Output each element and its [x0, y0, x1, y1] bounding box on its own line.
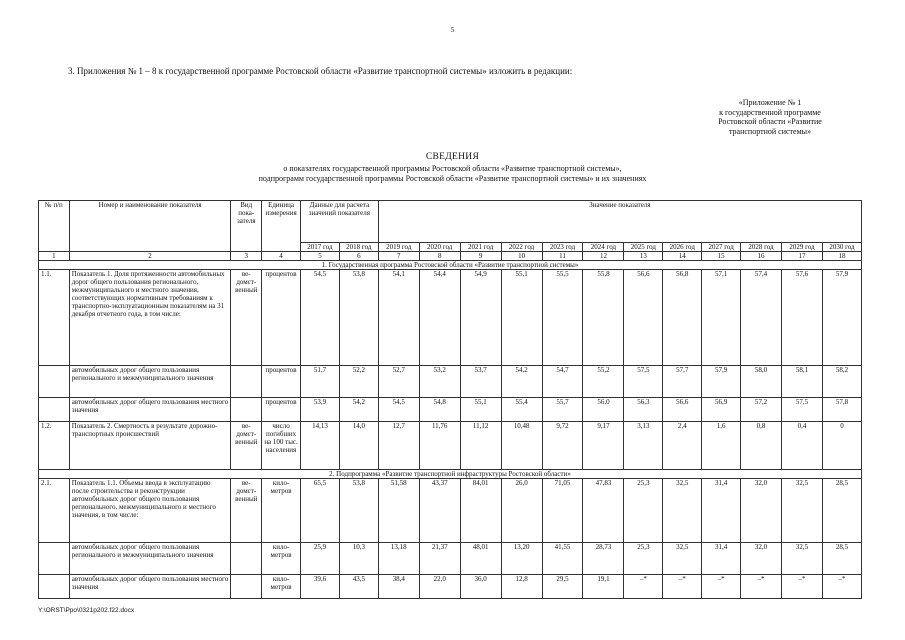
- header-values: Значение показателя: [378, 201, 861, 243]
- row-name: Показатель 2. Смертность в результате дорожно-транспортных происшествий: [69, 422, 231, 470]
- appendix-line: Ростовской области «Развитие: [718, 117, 822, 127]
- value-cell: 32,0: [741, 479, 782, 543]
- column-number: 8: [419, 252, 460, 261]
- intro-paragraph: 3. Приложения № 1 – 8 к государственной программе Ростовской области «Развитие транспортной системы» изложить в редакции:: [68, 66, 573, 76]
- appendix-header: [650, 98, 890, 136]
- value-cell: –*: [663, 575, 702, 599]
- value-cell: 22,0: [419, 575, 460, 599]
- value-cell: 14,0: [339, 422, 378, 470]
- document-subtitle: [0, 164, 905, 183]
- file-path-footer: Y:\ORST\Ppo\0321p202.f22.docx: [38, 607, 135, 614]
- row-num: [39, 575, 70, 599]
- value-cell: 51,58: [378, 479, 419, 543]
- year-header: 2018 год: [339, 243, 378, 252]
- value-cell: 53,8: [339, 270, 378, 366]
- value-cell: 54,2: [339, 398, 378, 422]
- value-cell: 58,1: [782, 366, 823, 398]
- column-number: 14: [663, 252, 702, 261]
- value-cell: 32,5: [782, 479, 823, 543]
- year-header: 2027 год: [702, 243, 741, 252]
- value-cell: 56,6: [663, 398, 702, 422]
- value-cell: 12,8: [501, 575, 542, 599]
- value-cell: 54,8: [419, 398, 460, 422]
- column-number: 17: [782, 252, 823, 261]
- header-name: Номер и наименование показателя: [69, 201, 231, 252]
- value-cell: 57,5: [782, 398, 823, 422]
- value-cell: 53,7: [460, 366, 501, 398]
- value-cell: 55,1: [501, 270, 542, 366]
- value-cell: 57,4: [741, 270, 782, 366]
- value-cell: 38,4: [378, 575, 419, 599]
- value-cell: –*: [702, 575, 741, 599]
- value-cell: 10,3: [339, 543, 378, 575]
- row-num: [39, 366, 70, 398]
- value-cell: 32,5: [782, 543, 823, 575]
- row-num: [39, 543, 70, 575]
- appendix-line: транспортной системы»: [728, 126, 812, 136]
- year-header: 2017 год: [301, 243, 340, 252]
- value-cell: 25,3: [624, 479, 663, 543]
- year-header: 2025 год: [624, 243, 663, 252]
- value-cell: 57,9: [822, 270, 861, 366]
- value-cell: 65,5: [301, 479, 340, 543]
- value-cell: 48,01: [460, 543, 501, 575]
- column-number: 7: [378, 252, 419, 261]
- row-name: автомобильных дорог общего пользования регионального и межмуниципального значения: [69, 366, 231, 398]
- value-cell: 56,6: [624, 270, 663, 366]
- section-title: 1. Государственная программа Ростовской области «Развитие транспортной системы»: [39, 261, 862, 270]
- year-header: 2020 год: [419, 243, 460, 252]
- row-num: [39, 398, 70, 422]
- value-cell: 54,4: [419, 270, 460, 366]
- value-cell: 52,2: [339, 366, 378, 398]
- header-num: № п/п: [39, 201, 70, 252]
- value-cell: –*: [782, 575, 823, 599]
- value-cell: 55,2: [583, 366, 624, 398]
- value-cell: 28,5: [822, 543, 861, 575]
- value-cell: 55,4: [501, 398, 542, 422]
- row-type: ве-домст-венный: [231, 422, 262, 470]
- value-cell: 58,0: [741, 366, 782, 398]
- value-cell: 56,0: [583, 398, 624, 422]
- year-header: 2026 год: [663, 243, 702, 252]
- value-cell: 39,6: [301, 575, 340, 599]
- value-cell: 31,4: [702, 543, 741, 575]
- value-cell: 54,5: [301, 270, 340, 366]
- value-cell: 19,1: [583, 575, 624, 599]
- column-number: 13: [624, 252, 663, 261]
- value-cell: –*: [741, 575, 782, 599]
- column-number: 6: [339, 252, 378, 261]
- row-name: автомобильных дорог общего пользования регионального и межмуниципального значения: [69, 543, 231, 575]
- value-cell: 10,48: [501, 422, 542, 470]
- value-cell: 54,9: [460, 270, 501, 366]
- row-type: ве-домст-венный: [231, 479, 262, 543]
- column-number: 15: [702, 252, 741, 261]
- row-num: 2.1.: [39, 479, 70, 543]
- row-num: 1.2.: [39, 422, 70, 470]
- document-title: СВЕДЕНИЯ: [425, 152, 480, 162]
- value-cell: 12,7: [378, 422, 419, 470]
- year-header: 2024 год: [583, 243, 624, 252]
- value-cell: 41,55: [542, 543, 583, 575]
- value-cell: 25,3: [624, 543, 663, 575]
- section-row: [39, 470, 862, 479]
- value-cell: 56,8: [663, 270, 702, 366]
- indicators-table: [38, 200, 862, 599]
- table-header-row: [39, 201, 862, 243]
- value-cell: 53,2: [419, 366, 460, 398]
- row-type: [231, 366, 262, 398]
- row-name: Показатель 1. Доля протяженности автомобильных дорог общего пользования регионального, межмуниципального и местного значения, соответствующих нормативным требованиям к транспортно-эксплуатационным показателям на 31 декабря отчетного года, в том числе:: [69, 270, 231, 366]
- row-unit: кило-метров: [262, 479, 301, 543]
- value-cell: 54,7: [542, 366, 583, 398]
- value-cell: 57,2: [741, 398, 782, 422]
- value-cell: 52,7: [378, 366, 419, 398]
- table-row: [39, 398, 862, 422]
- value-cell: 31,4: [702, 479, 741, 543]
- value-cell: 29,5: [542, 575, 583, 599]
- value-cell: 57,9: [702, 366, 741, 398]
- column-number: 3: [231, 252, 262, 261]
- value-cell: 3,13: [624, 422, 663, 470]
- row-name: автомобильных дорог общего пользования местного значения: [69, 398, 231, 422]
- value-cell: 11,76: [419, 422, 460, 470]
- value-cell: 32,5: [663, 479, 702, 543]
- value-cell: 9,72: [542, 422, 583, 470]
- value-cell: 57,5: [624, 366, 663, 398]
- row-unit: процентов: [262, 398, 301, 422]
- table-row: [39, 270, 862, 366]
- value-cell: 0,4: [782, 422, 823, 470]
- value-cell: 13,18: [378, 543, 419, 575]
- row-unit: число погибших на 100 тыс. населения: [262, 422, 301, 470]
- row-unit: кило-метров: [262, 543, 301, 575]
- subtitle-line: о показателях государственной программы Ростовской области «Развитие транспортной системы»,: [283, 164, 622, 173]
- value-cell: 56,9: [702, 398, 741, 422]
- value-cell: 54,2: [501, 366, 542, 398]
- table-row: [39, 366, 862, 398]
- header-unit: Единица измерения: [262, 201, 301, 252]
- year-header: 2022 год: [501, 243, 542, 252]
- value-cell: 47,83: [583, 479, 624, 543]
- value-cell: 55,8: [583, 270, 624, 366]
- column-number: 12: [583, 252, 624, 261]
- row-type: ве-домст-венный: [231, 270, 262, 366]
- row-num: 1.1.: [39, 270, 70, 366]
- column-number: 16: [741, 252, 782, 261]
- value-cell: 0: [822, 422, 861, 470]
- value-cell: 28,5: [822, 479, 861, 543]
- year-header: 2023 год: [542, 243, 583, 252]
- column-number: 18: [822, 252, 861, 261]
- column-number: 5: [301, 252, 340, 261]
- header-base: Данные для расчета значений показателя: [301, 201, 379, 243]
- section-row: [39, 261, 862, 270]
- value-cell: –*: [822, 575, 861, 599]
- year-header: 2028 год: [741, 243, 782, 252]
- subtitle-line: подпрограмм государственной программы Ростовской области «Развитие транспортной системы» и их значениях: [258, 173, 647, 183]
- value-cell: 53,8: [339, 479, 378, 543]
- value-cell: 2,4: [663, 422, 702, 470]
- row-unit: кило-метров: [262, 575, 301, 599]
- value-cell: 36,0: [460, 575, 501, 599]
- value-cell: 32,0: [741, 543, 782, 575]
- table-row: [39, 575, 862, 599]
- value-cell: 71,05: [542, 479, 583, 543]
- row-type: [231, 398, 262, 422]
- value-cell: 14,13: [301, 422, 340, 470]
- row-type: [231, 543, 262, 575]
- value-cell: 9,17: [583, 422, 624, 470]
- value-cell: 21,37: [419, 543, 460, 575]
- column-number: 9: [460, 252, 501, 261]
- value-cell: 53,9: [301, 398, 340, 422]
- year-header: 2029 год: [782, 243, 823, 252]
- value-cell: 26,0: [501, 479, 542, 543]
- value-cell: 11,12: [460, 422, 501, 470]
- value-cell: 0,8: [741, 422, 782, 470]
- value-cell: 57,1: [702, 270, 741, 366]
- appendix-line: к государственной программе: [719, 107, 821, 117]
- row-type: [231, 575, 262, 599]
- value-cell: –*: [624, 575, 663, 599]
- year-header: 2019 год: [378, 243, 419, 252]
- value-cell: 32,5: [663, 543, 702, 575]
- value-cell: 57,8: [822, 398, 861, 422]
- column-number-row: [39, 252, 862, 261]
- column-number: 2: [69, 252, 231, 261]
- value-cell: 51,7: [301, 366, 340, 398]
- value-cell: 57,7: [663, 366, 702, 398]
- table-row: [39, 543, 862, 575]
- value-cell: 25,9: [301, 543, 340, 575]
- table-row: [39, 422, 862, 470]
- row-unit: процентов: [262, 270, 301, 366]
- value-cell: 28,73: [583, 543, 624, 575]
- value-cell: 43,5: [339, 575, 378, 599]
- value-cell: 56,3: [624, 398, 663, 422]
- year-header: 2021 год: [460, 243, 501, 252]
- value-cell: 43,37: [419, 479, 460, 543]
- column-number: 11: [542, 252, 583, 261]
- value-cell: 54,5: [378, 398, 419, 422]
- section-title: 2. Подпрограмма «Развитие транспортной инфраструктуры Ростовской области»: [39, 470, 862, 479]
- value-cell: 55,1: [460, 398, 501, 422]
- value-cell: 1,6: [702, 422, 741, 470]
- column-number: 10: [501, 252, 542, 261]
- value-cell: 13,20: [501, 543, 542, 575]
- value-cell: 57,6: [782, 270, 823, 366]
- row-unit: процентов: [262, 366, 301, 398]
- column-number: 4: [262, 252, 301, 261]
- page-number: 5: [450, 26, 455, 34]
- appendix-line: «Приложение № 1: [738, 98, 802, 107]
- value-cell: 54,1: [378, 270, 419, 366]
- value-cell: 58,2: [822, 366, 861, 398]
- column-number: 1: [39, 252, 70, 261]
- value-cell: 84,01: [460, 479, 501, 543]
- row-name: Показатель 1.1. Объемы ввода в эксплуатацию после строительства и реконструкции автомобильных дорог общего пользования регионального, межмуниципального и местного значения, в том числе:: [69, 479, 231, 543]
- row-name: автомобильных дорог общего пользования местного значения: [69, 575, 231, 599]
- table-row: [39, 479, 862, 543]
- value-cell: 55,5: [542, 270, 583, 366]
- year-header: 2030 год: [822, 243, 861, 252]
- header-type: Вид пока-зателя: [231, 201, 262, 252]
- value-cell: 55,7: [542, 398, 583, 422]
